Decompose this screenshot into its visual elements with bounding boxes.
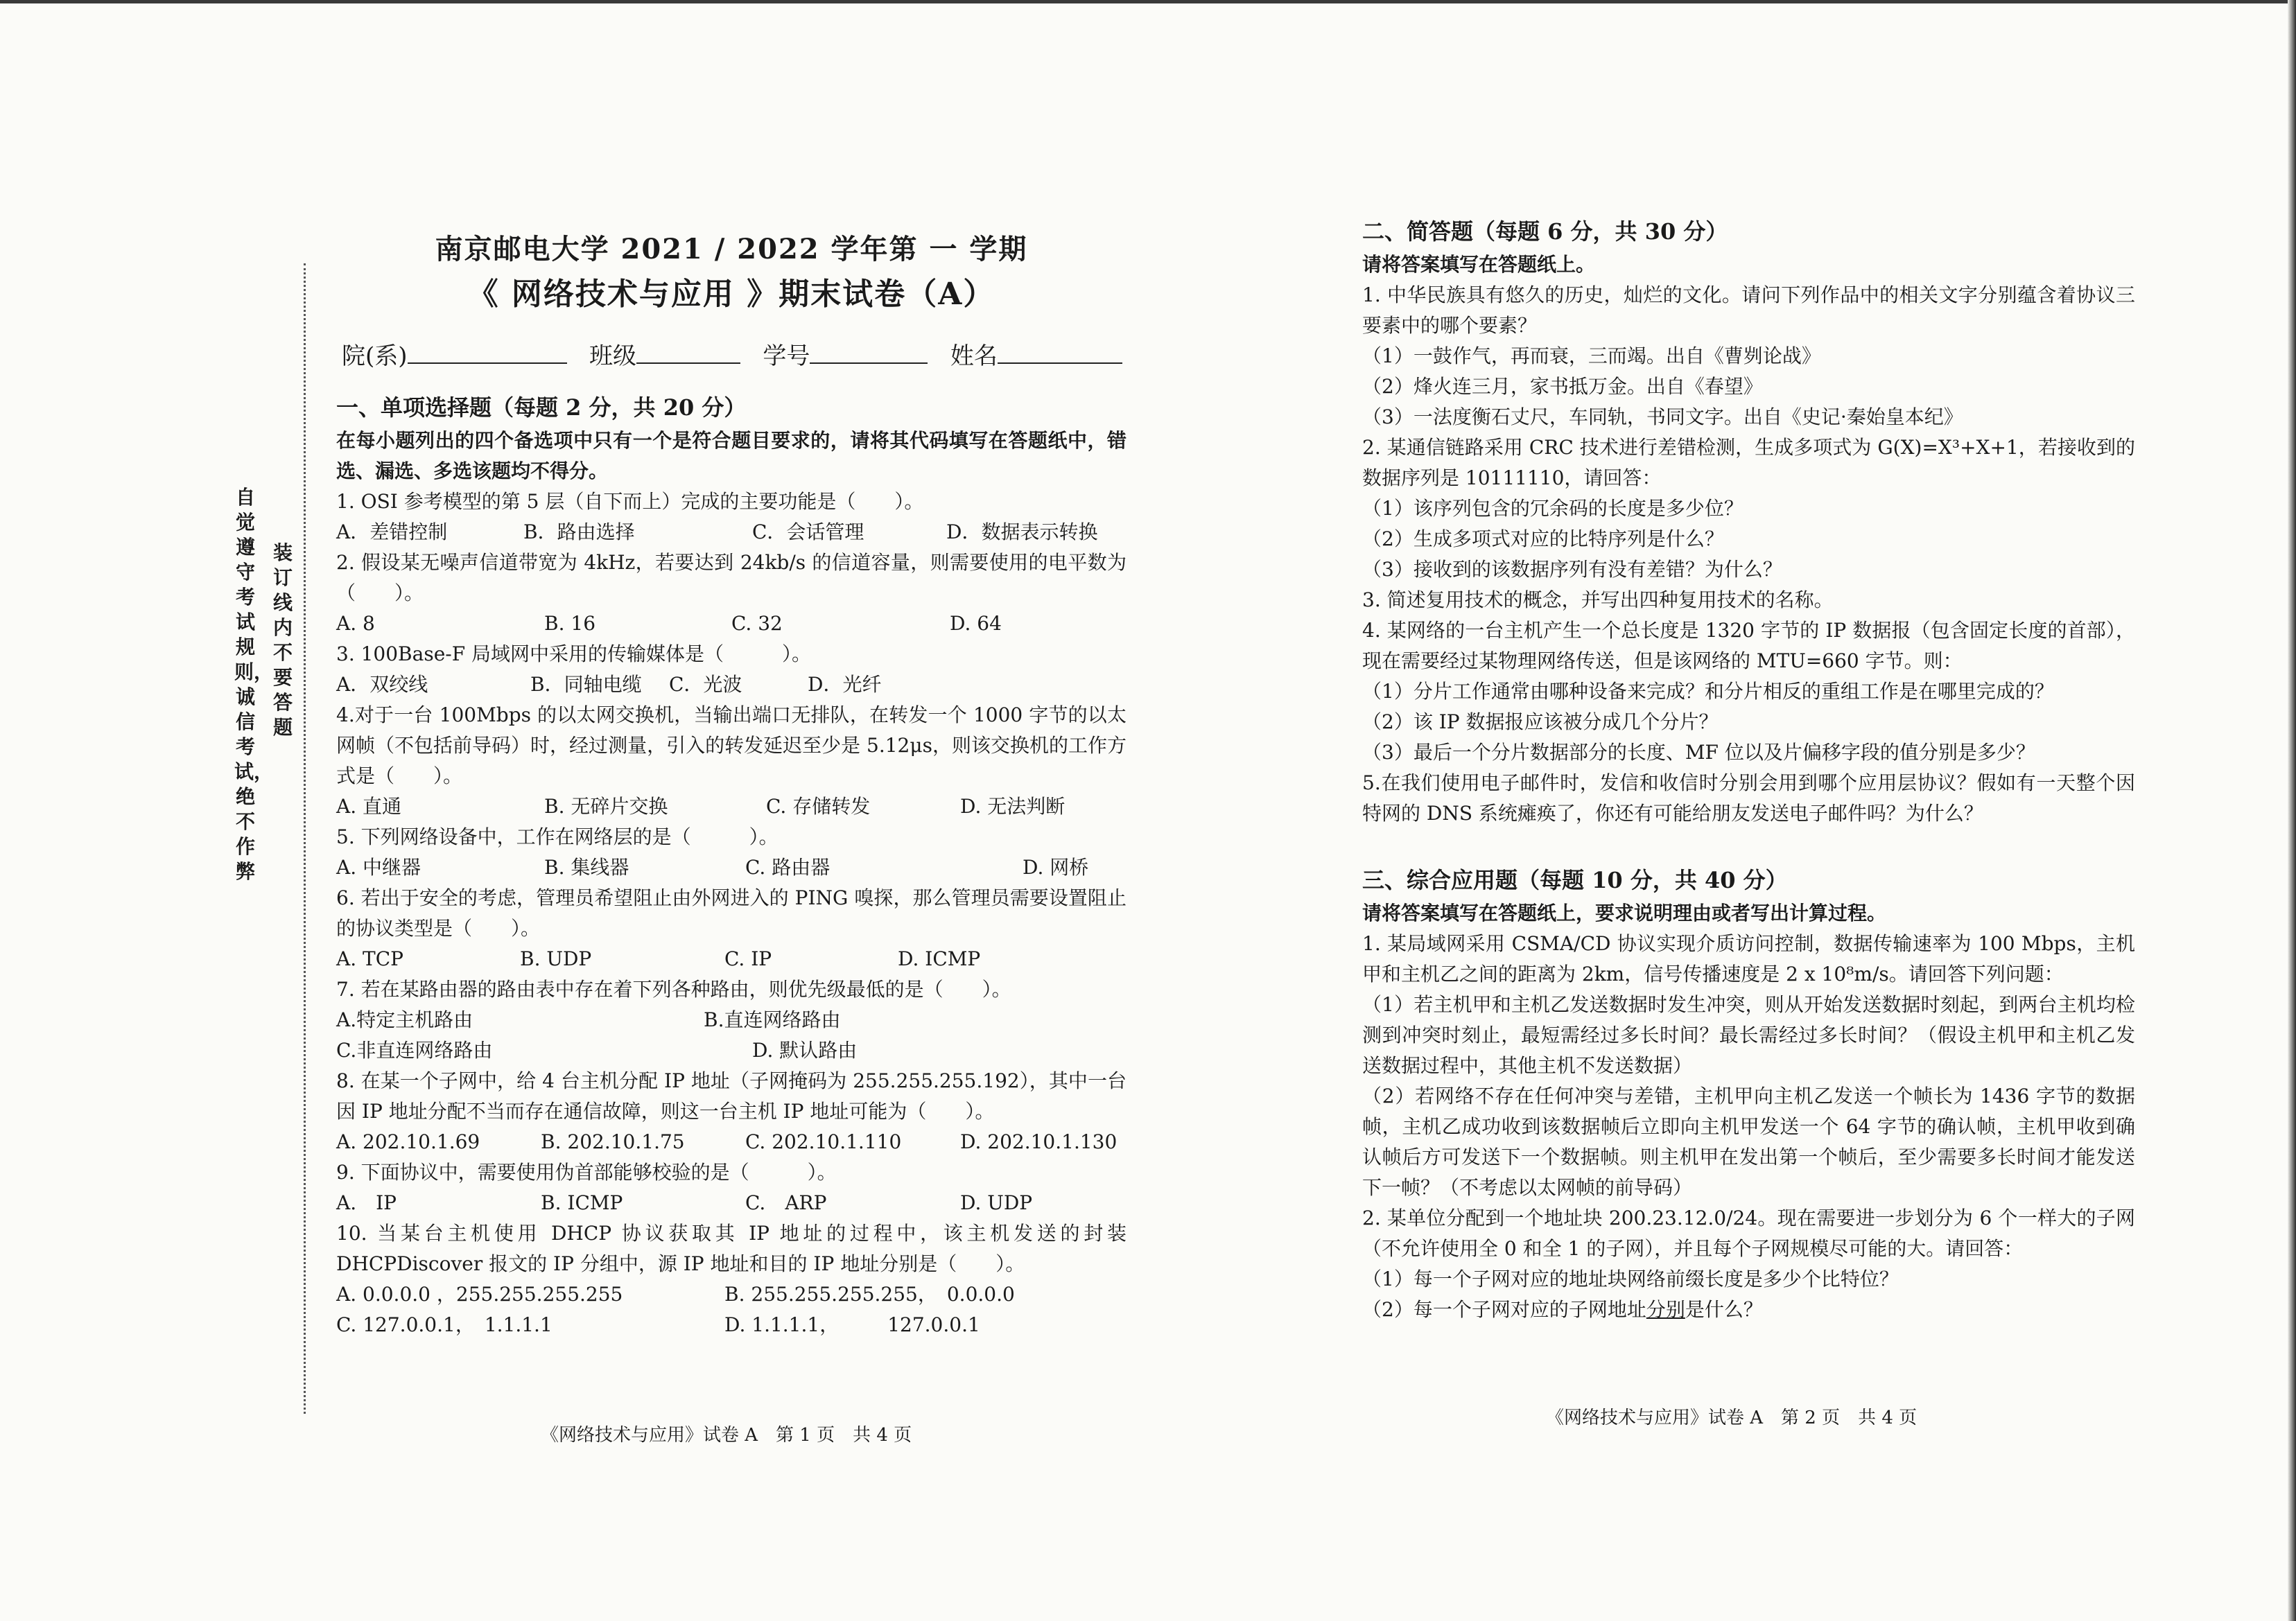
sa-question-2-item-3: （3）接收到的该数据序列有没有差错？为什么？ — [1362, 558, 1782, 581]
option-c: C. 202.10.1.110 — [745, 1130, 902, 1153]
sa-question-5: 5.在我们使用电子邮件时，发信和收信时分别会用到哪个应用层协议？假如有一天整个因特网的 DNS 系统瘫痪了，你还有可能给朋友发送电子邮件吗？为什么？ — [1362, 771, 2135, 825]
option-d: D. 1.1.1.1， 127.0.0.1 — [724, 1313, 980, 1336]
dept-label: 院(系) — [342, 342, 408, 370]
section1-instructions: 在每小题列出的四个备选项中只有一个是符合题目要求的，请将其代码填写在答题纸中，错选、漏选、多选该题均不得分。 — [336, 429, 1127, 482]
student-info-row — [342, 335, 1127, 377]
page-2-footer: 《网络技术与应用》试卷 A 第 2 页 共 4 页 — [1546, 1408, 1917, 1428]
sa-question-1-item-3: （3）一法度衡石丈尺，车同轨，书同文字。出自《史记·秦始皇本纪》 — [1362, 405, 1963, 428]
id-label: 学号 — [763, 342, 810, 370]
option-d: D. ICMP — [898, 947, 981, 970]
sa-question-2: 2. 某通信链路采用 CRC 技术进行差错检测，生成多项式为 G(X)=X³+X+1，若接收到的数据序列是 10111110，请回答： — [1362, 436, 2135, 489]
class-field[interactable] — [636, 339, 740, 364]
option-b: B．路由选择 — [523, 520, 635, 543]
option-a: A. TCP — [336, 947, 403, 970]
question-4-options — [336, 791, 1127, 822]
id-field[interactable] — [810, 339, 928, 364]
question-7-options-row2 — [336, 1035, 1127, 1066]
page-1-footer: 《网络技术与应用》试卷 A 第 1 页 共 4 页 — [541, 1425, 912, 1446]
item-2-text-pre: （2）每一个子网对应的子网地址 — [1362, 1298, 1646, 1321]
option-d: D. 网桥 — [1023, 856, 1089, 879]
sa-question-3: 3. 简述复用技术的概念，并写出四种复用技术的名称。 — [1362, 588, 1834, 611]
question-7-stem: 7. 若在某路由器的路由表中存在着下列各种路由，则优先级最低的是（ ）。 — [336, 978, 1011, 1001]
option-a: A．差错控制 — [336, 520, 448, 543]
option-c: C．光波 — [669, 673, 742, 696]
name-field[interactable] — [998, 339, 1122, 364]
app-question-1-item-2: （2）若网络不存在任何冲突与差错，主机甲向主机乙发送一个帧长为 1436 字节的数据帧，主机乙成功收到该数据帧后立即向主机甲发送一个 64 字节的确认帧，主机甲收到确认帧后方可发送下一个数据帧。则主机甲在发出第一个帧后，至少需要多长时间才能发送下一帧？（不考虑以太网帧的前导码） — [1362, 1085, 2135, 1199]
option-d: D. 默认路由 — [752, 1039, 858, 1062]
question-2-options — [336, 608, 1127, 639]
option-c: C. 存储转发 — [766, 795, 871, 818]
option-c: C.非直连网络路由 — [336, 1039, 493, 1062]
option-c: C. ARP — [745, 1191, 827, 1214]
question-8-options — [336, 1127, 1127, 1157]
question-5-stem: 5. 下列网络设备中，工作在网络层的是（ ）。 — [336, 825, 779, 848]
option-a: A. 202.10.1.69 — [336, 1130, 480, 1153]
exam-title-line1: 南京邮电大学 2021 / 2022 学年第 一 学期 — [435, 233, 1028, 265]
name-label: 姓名 — [950, 342, 998, 370]
option-d: D．光纤 — [808, 673, 882, 696]
question-5-options — [336, 852, 1127, 883]
section2-heading: 二、简答题（每题 6 分，共 30 分） — [1362, 218, 1728, 245]
scan-edge-top — [0, 0, 2296, 3]
question-3-options — [336, 669, 1127, 700]
option-a: A．双绞线 — [336, 673, 428, 696]
app-question-1-item-1: （1）若主机甲和主机乙发送数据时发生冲突，则从开始发送数据时刻起，到两台主机均检测到冲突时刻止，最短需经过多长时间？最长需经过多长时间？（假设主机甲和主机乙发送数据过程中，其他主机不发送数据） — [1362, 993, 2135, 1077]
question-9-stem: 9. 下面协议中，需要使用伪首部能够校验的是（ ）。 — [336, 1161, 837, 1184]
option-b: B. UDP — [520, 947, 592, 970]
option-b: B. 202.10.1.75 — [541, 1130, 685, 1153]
app-question-2-item-2 — [1362, 1295, 2135, 1325]
option-b: B. 16 — [544, 612, 596, 635]
exam-page-2 — [1362, 208, 2135, 1325]
question-4-stem: 4.对于一台 100Mbps 的以太网交换机，当输出端口无排队，在转发一个 1000 字节的以太网帧（不包括前导码）时，经过测量，引入的转发延迟至少是 5.12μs，则该交换机的工作方式是（ ）。 — [336, 703, 1127, 787]
scan-edge-right — [2288, 0, 2296, 1621]
question-10-options-row2 — [336, 1310, 1127, 1340]
exam-page-1 — [336, 229, 1127, 1340]
option-c: C．会话管理 — [752, 520, 864, 543]
section3-heading: 三、综合应用题（每题 10 分，共 40 分） — [1362, 867, 1788, 893]
question-2-stem: 2. 假设某无噪声信道带宽为 4kHz，若要达到 24kb/s 的信道容量，则需要使用的电平数为（ ）。 — [336, 551, 1127, 604]
option-a: A.特定主机路由 — [336, 1008, 473, 1031]
item-2-text-post: 是什么？ — [1685, 1298, 1763, 1321]
section-spacer — [1362, 829, 2135, 857]
app-question-1: 1. 某局域网采用 CSMA/CD 协议实现介质访问控制，数据传输速率为 100 Mbps，主机甲和主机乙之间的距离为 2km，信号传播速度是 2 x 10⁸m/s。请回答下列问题： — [1362, 932, 2135, 985]
question-6-options — [336, 944, 1127, 974]
sa-question-4: 4. 某网络的一台主机产生一个总长度是 1320 字节的 IP 数据报（包含固定长度的首部），现在需要经过某物理网络传送，但是该网络的 MTU=660 字节。则： — [1362, 619, 2135, 672]
option-b: B．同轴电缆 — [530, 673, 642, 696]
option-a: A. IP — [336, 1191, 397, 1214]
question-8-stem: 8. 在某一个子网中，给 4 台主机分配 IP 地址（子网掩码为 255.255.255.192），其中一台因 IP 地址分配不当而存在通信故障，则这一台主机 IP 地址可能为（ ）。 — [336, 1069, 1127, 1123]
option-b: B. 集线器 — [544, 856, 629, 879]
question-10-options-row1 — [336, 1279, 1127, 1310]
sa-question-4-item-2: （2）该 IP 数据报应该被分成几个分片？ — [1362, 710, 1719, 733]
question-1-options — [336, 517, 1127, 547]
app-question-2-item-1: （1）每一个子网对应的地址块网络前缀长度是多少个比特位？ — [1362, 1268, 1899, 1290]
option-c: C. IP — [724, 947, 772, 970]
sa-question-1-item-2: （2）烽火连三月，家书抵万金。出自《春望》 — [1362, 375, 1763, 398]
option-c: C. 路由器 — [745, 856, 830, 879]
option-a: A. 中继器 — [336, 856, 421, 879]
question-7-options-row1 — [336, 1005, 1127, 1035]
question-1-stem: 1. OSI 参考模型的第 5 层（自下而上）完成的主要功能是（ ）。 — [336, 490, 924, 513]
sa-question-2-item-2: （2）生成多项式对应的比特序列是什么？ — [1362, 527, 1724, 550]
binding-line — [304, 263, 307, 1414]
sa-question-4-item-3: （3）最后一个分片数据部分的长度、MF 位以及片偏移字段的值分别是多少？ — [1362, 741, 2035, 764]
option-b: B. 255.255.255.255， 0.0.0.0 — [724, 1283, 1015, 1306]
app-question-2: 2. 某单位分配到一个地址块 200.23.12.0/24。现在需要进一步划分为 6 个一样大的子网（不允许使用全 0 和全 1 的子网），并且每个子网规模尽可能的大。请回答： — [1362, 1207, 2135, 1260]
option-b: B. 无碎片交换 — [544, 795, 668, 818]
integrity-notice: 自觉遵守考试规则，诚信考试，绝不作弊 — [234, 486, 274, 883]
option-c: C. 32 — [731, 612, 783, 635]
binding-notice: 装订线内不要答题 — [272, 541, 293, 739]
option-b: B. ICMP — [541, 1191, 623, 1214]
exam-title-line2: 《 网络技术与应用 》期末试卷（A） — [467, 277, 995, 312]
option-d: D．数据表示转换 — [946, 520, 1098, 543]
question-9-options — [336, 1188, 1127, 1218]
section1-heading: 一、单项选择题（每题 2 分，共 20 分） — [336, 394, 747, 421]
sa-question-1-item-1: （1）一鼓作气，再而衰，三而竭。出自《曹刿论战》 — [1362, 344, 1821, 367]
question-10-stem: 10. 当某台主机使用 DHCP 协议获取其 IP 地址的过程中，该主机发送的封装 DHCPDiscover 报文的 IP 分组中，源 IP 地址和目的 IP 地址分别是（ ）。 — [336, 1222, 1127, 1275]
section3-instructions: 请将答案填写在答题纸上，要求说明理由或者写出计算过程。 — [1362, 902, 1887, 925]
class-label: 班级 — [589, 342, 636, 370]
sa-question-1: 1. 中华民族具有悠久的历史，灿烂的文化。请问下列作品中的相关文字分别蕴含着协议三要素中的哪个要素？ — [1362, 283, 2135, 337]
question-3-stem: 3. 100Base-F 局域网中采用的传输媒体是（ ）。 — [336, 642, 812, 665]
question-6-stem: 6. 若出于安全的考虑，管理员希望阻止由外网进入的 PING 嗅探，那么管理员需要设置阻止的协议类型是（ ）。 — [336, 886, 1127, 940]
item-2-text-underlined: 分别 — [1646, 1298, 1685, 1321]
option-a: A. 8 — [336, 612, 375, 635]
option-d: D. 无法判断 — [960, 795, 1066, 818]
dept-field[interactable] — [408, 339, 567, 364]
option-d: D. 202.10.1.130 — [960, 1130, 1117, 1153]
sa-question-2-item-1: （1）该序列包含的冗余码的长度是多少位？ — [1362, 497, 1743, 520]
option-a: A. 0.0.0.0 ，255.255.255.255 — [336, 1283, 623, 1306]
option-d: D. UDP — [960, 1191, 1033, 1214]
sa-question-4-item-1: （1）分片工作通常由哪种设备来完成？和分片相反的重组工作是在哪里完成的？ — [1362, 680, 2054, 703]
option-b: B.直连网络路由 — [704, 1008, 841, 1031]
option-a: A. 直通 — [336, 795, 402, 818]
option-d: D. 64 — [950, 612, 1002, 635]
section2-instructions: 请将答案填写在答题纸上。 — [1362, 253, 1596, 276]
option-c: C. 127.0.0.1， 1.1.1.1 — [336, 1313, 553, 1336]
